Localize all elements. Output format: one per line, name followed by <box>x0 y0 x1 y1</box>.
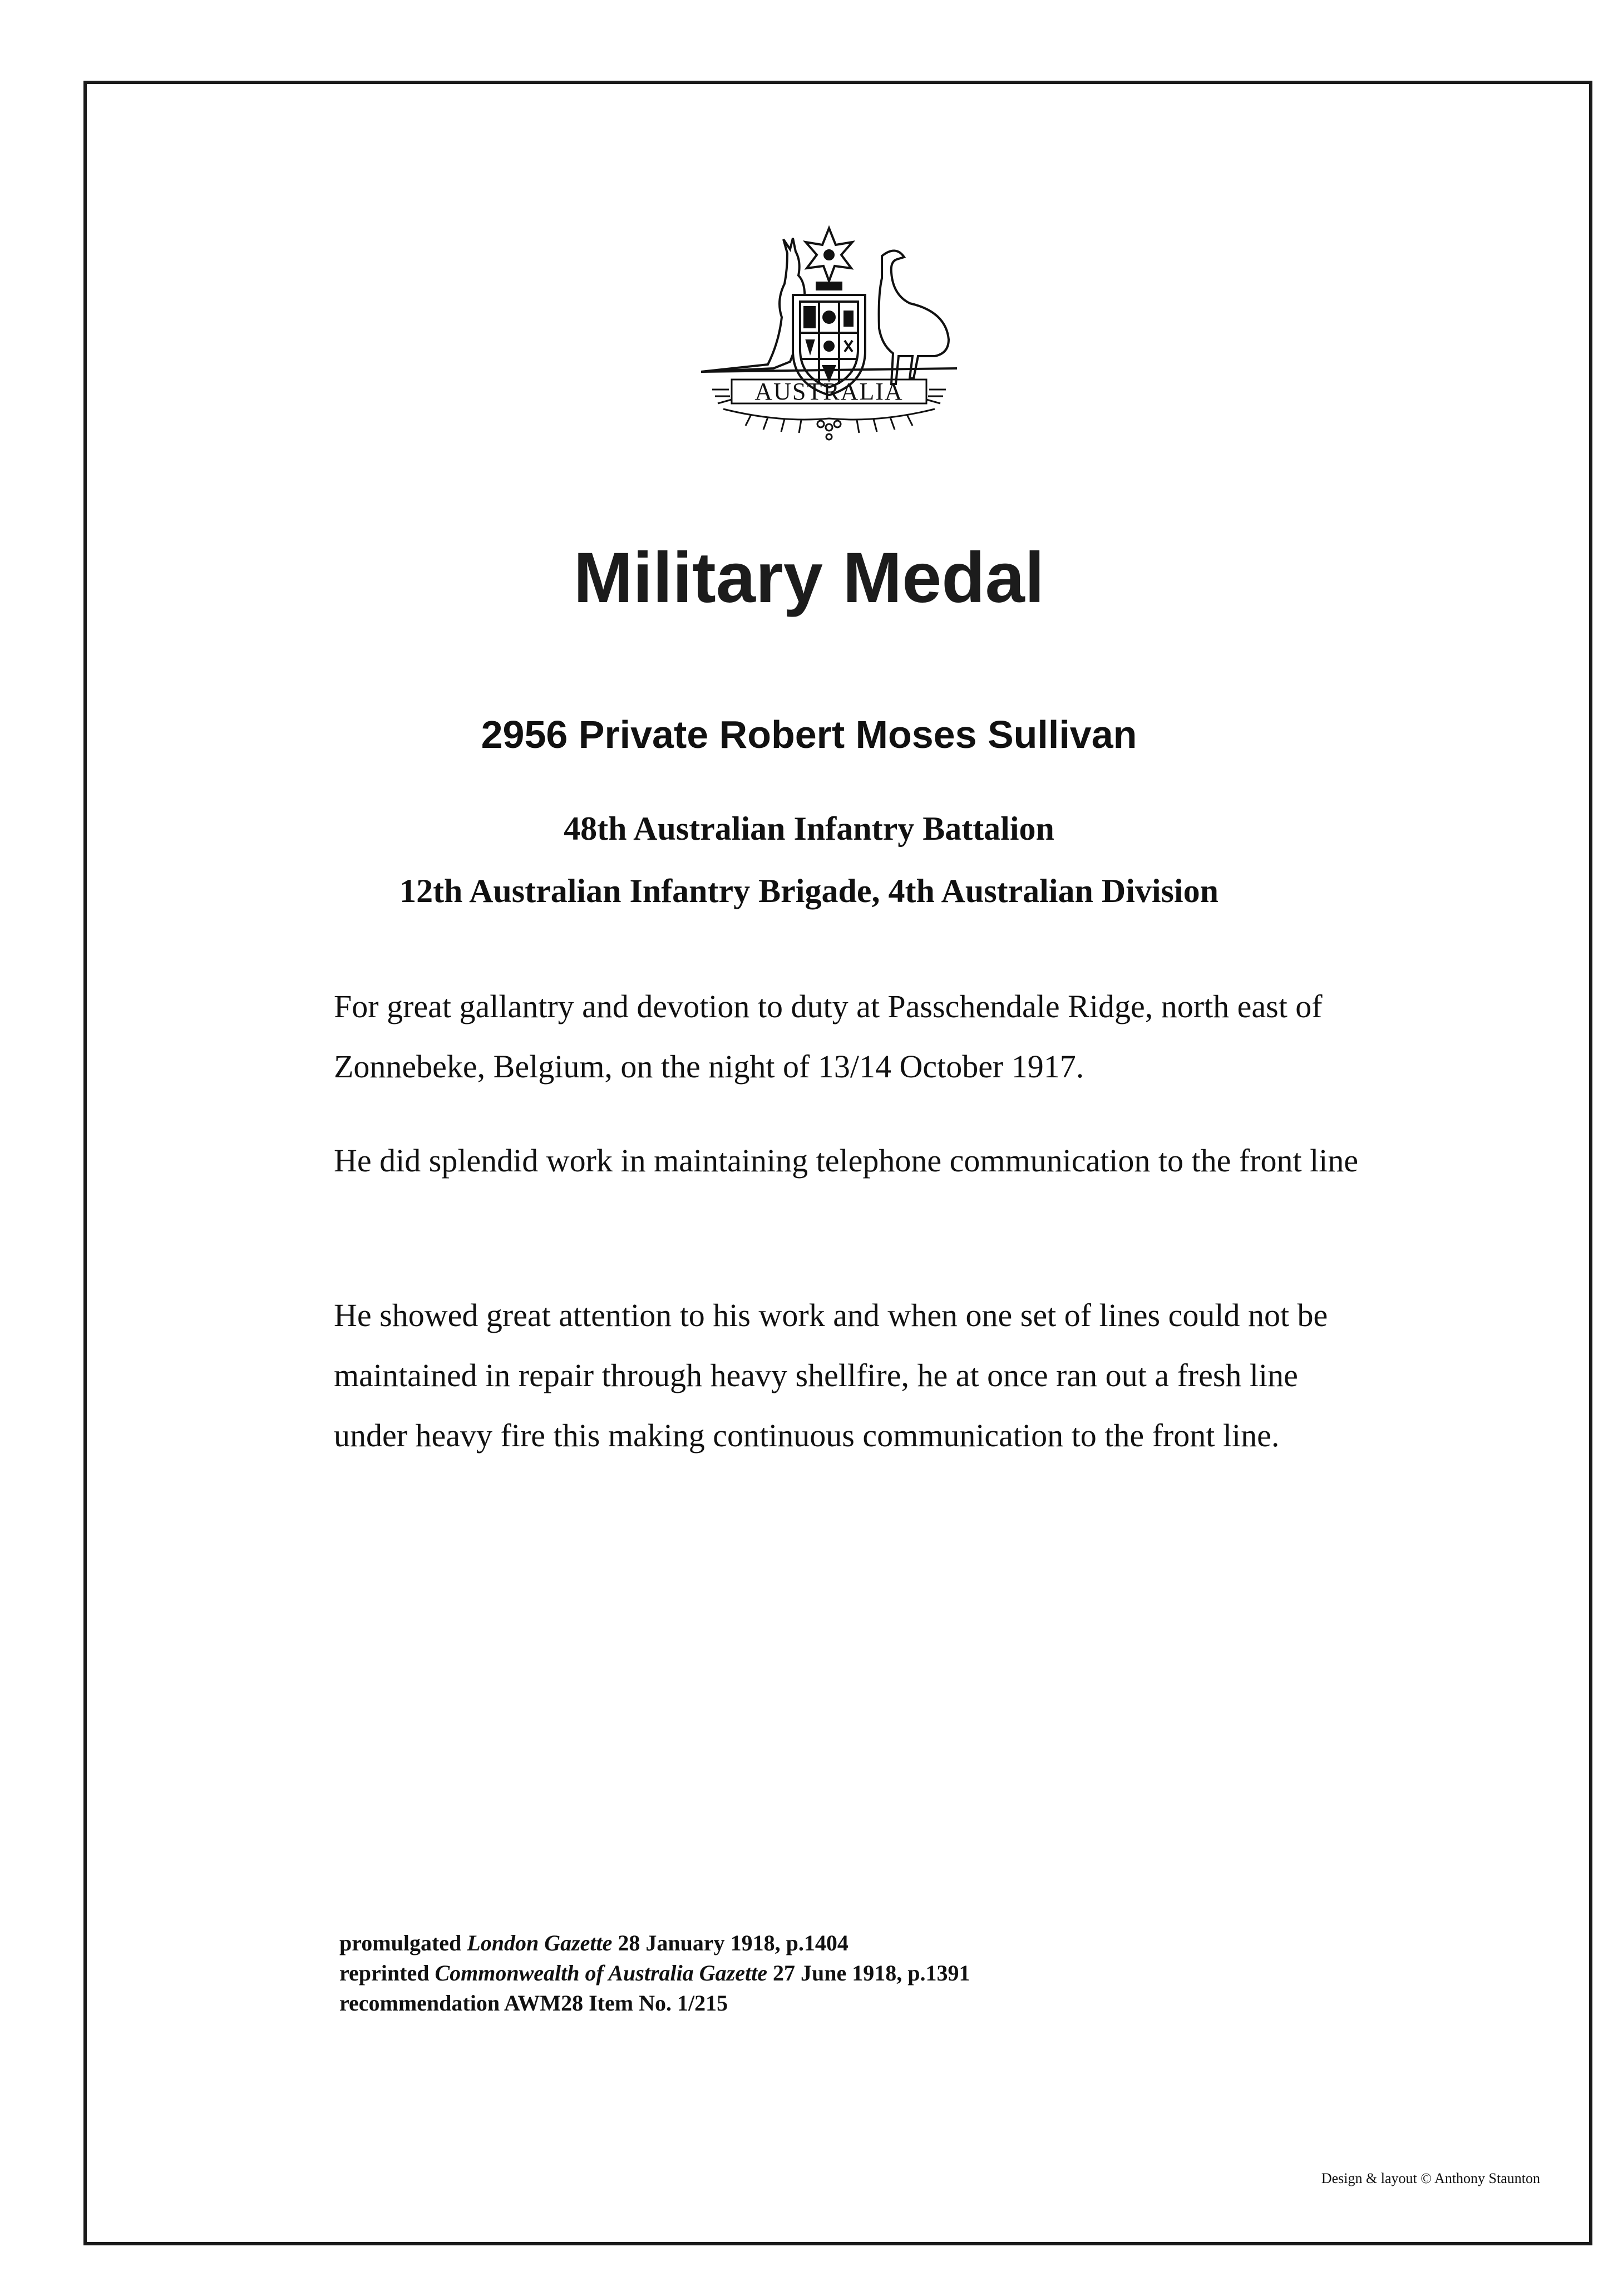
design-credit: Design & layout © Anthony Staunton <box>1321 2170 1540 2186</box>
recipient-name: 2956 Private Robert Moses Sullivan <box>481 713 1137 756</box>
wattle-spray-icon <box>723 409 935 440</box>
citation-paragraph-1: For great gallantry and devotion to duty at Passchendale Ridge, north east of Zonnebeke, Belgium, on the night of 13/14 October 1917. <box>334 988 1323 1085</box>
reprinted-source: Commonwealth of Australia Gazette <box>435 1960 767 1985</box>
battalion-line: 48th Australian Infantry Battalion <box>564 810 1054 847</box>
citation-paragraph-2: He did splendid work in maintaining telephone communication to the front line <box>334 1142 1359 1179</box>
reprinted-prefix: reprinted <box>339 1960 430 1985</box>
star-crest-icon <box>806 228 852 289</box>
crest-label: AUSTRALIA <box>754 378 904 405</box>
promulgated-prefix: promulgated <box>339 1930 462 1955</box>
promulgated-detail: 28 January 1918, p.1404 <box>618 1930 849 1955</box>
kangaroo-icon <box>701 238 805 372</box>
page-title: Military Medal <box>573 538 1045 618</box>
promulgated-source: London Gazette <box>467 1930 613 1955</box>
reprinted-reference <box>339 1958 970 1988</box>
reprinted-detail: 27 June 1918, p.1391 <box>772 1960 970 1985</box>
recommendation-reference: recommendation AWM28 Item No. 1/215 <box>339 1990 728 2016</box>
promulgated-reference <box>339 1928 970 1958</box>
emu-icon <box>879 250 949 384</box>
gazette-references <box>339 1928 970 2018</box>
brigade-division-line: 12th Australian Infantry Brigade, 4th Australian Division <box>399 873 1219 909</box>
citation-paragraph-3: He showed great attention to his work and when one set of lines could not be maintained in repair through heavy shellfire, he at once ran out a fresh line under heavy fire this making continuous communication to the front line. <box>334 1297 1328 1454</box>
australian-coat-of-arms-icon <box>690 223 968 456</box>
